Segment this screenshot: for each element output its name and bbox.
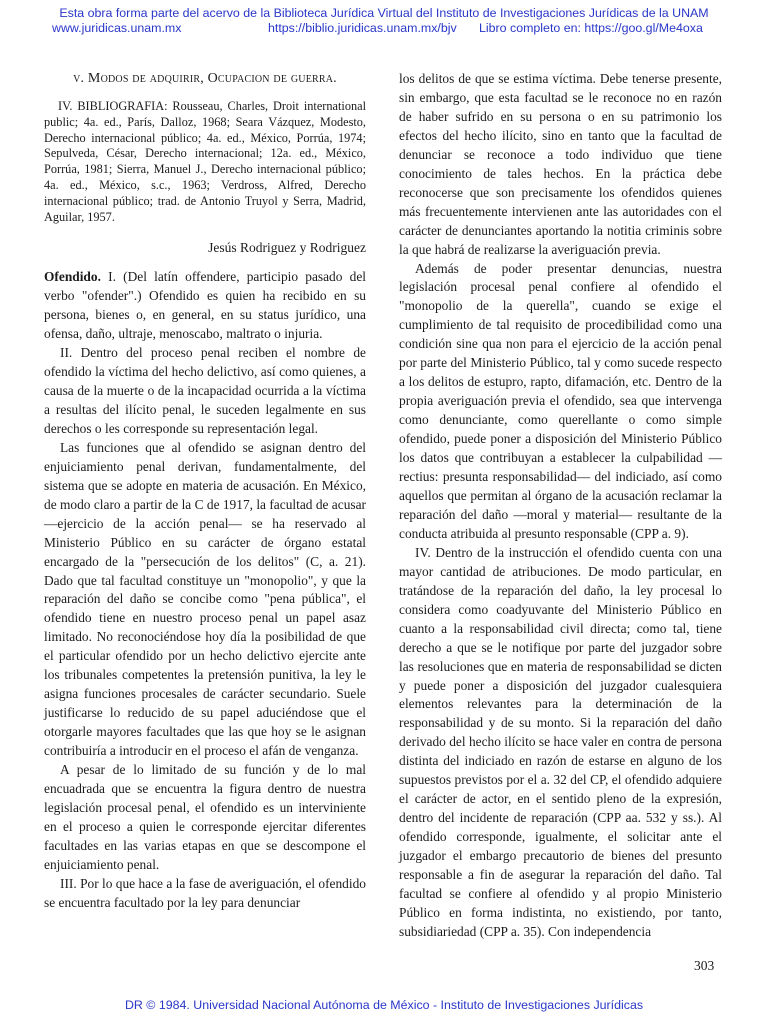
paragraph: II. Dentro del proceso penal reciben el nombre de ofendido la víctima del hecho delictivo, así como quienes, a causa de la muerte o de la incapacidad ocurrida a la víctima a resultas del ilícito penal, le suceden legalmente en sus derechos o les corresponde su representación legal. <box>44 345 366 436</box>
entry-lemma: Ofendido. <box>44 269 101 285</box>
footer-copyright: DR © 1984. Universidad Nacional Autónoma de México - Instituto de Investigaciones Jurídicas <box>124 998 644 1012</box>
paragraph: IV. Dentro de la instrucción el ofendido cuenta con una mayor cantidad de atribuciones. De modo particular, en tratándose de la reparación del daño, la ley procesal lo considera como coadyuvante del Ministerio Público en cuanto a la responsabilidad civil directa; como tal, tiene derecho a que se le notifique por parte del juzgador sobre las resoluciones que en materia de responsabilidad se dicten y puede poner a disposición del juzgador cualesquiera elementos relevantes para la determinación de la responsabilidad y de su monto. Si la reparación del daño derivado del hecho ilícito se hace valer en contra de persona distinta del indiciado en razón de estarse en alguno de los supuestos previstos por el a. 32 del CP, el ofendido adquiere el carácter de actor, en el sentido pleno de la expresión, dentro del incidente de reparación (CPP aa. 532 y ss.). Al ofendido corresponde, igualmente, el solicitar ante el juzgador el embargo precautorio de bienes del presunto responsable a fin de asegurar la reparación del daño. Tal facultad se confiere al ofendido y al propio Ministerio Público en forma indistinta, no existiendo, por tanto, subsidiariedad (CPP a. 35). Con independencia <box>399 544 722 939</box>
bibliography: IV. BIBLIOGRAFIA: Rousseau, Charles, Droit international public; 4a. ed., París, Dalloz, 1968; Seara Vázquez, Modesto, Derecho internacional público; 4a. ed., México, Porrúa, 1974; Sepulveda, César, Derecho internacional; 12a. ed., México, Porrúa, 1981; Sierra, Manuel J., Derecho internacional público; 4a. ed., México, s.c., 1963; Verdross, Alfred, Derecho internacional público; trad. de Antonio Truyol y Serra, Madrid, Aguilar, 1957. <box>44 98 366 224</box>
left-column <box>44 70 366 913</box>
full-book-link[interactable]: Libro completo en: https://goo.gl/Me4oxa <box>479 21 703 35</box>
bjv-link[interactable]: https://biblio.juridicas.unam.mx/bjv <box>268 21 457 35</box>
paragraph: III. Por lo que hace a la fase de averiguación, el ofendido se encuentra facultado por la ley para denunciar <box>44 875 366 910</box>
paragraph: Las funciones que al ofendido se asignan dentro del enjuiciamiento penal derivan, fundamentalmente, del sistema que se adopte en materia de acusación. En México, de modo claro a partir de la C de 1917, la facultad de acusar —ejercicio de la acción penal— se ha reservado al Ministerio Público en su carácter de órgano estatal encargado de la "persecución de los delitos" (C, a. 21). Dado que tal facultad constituye un "monopolio", y que la reparación del daño se concibe como "pena pública", el ofendido tiene en nuestro proceso penal un papel asaz limitado. No reconociéndose hoy día la posibilidad de que el particular ofendido por un hecho delictivo ejercite ante los tribunales competentes la pretensión punitiva, la ley le asigna funciones procesales de carácter secundario. Suele justificarse lo reducido de su papel aduciéndose que el otorgarle mayores facultades que las que hoy se le asignan contribuiría a introducir en el proceso el afán de venganza. <box>44 439 366 759</box>
entry-author: Jesús Rodriguez y Rodriguez <box>208 240 366 256</box>
paragraph-lemma: Ofendido. I. (Del latín offendere, participio pasado del verbo "ofender".) Ofendido es quien ha recibido en su persona, bienes o, en general, en su status jurídico, una ofensa, daño, ultraje, menoscabo, maltrato o injuria. <box>44 269 366 342</box>
section-heading: v. Modos de adquirir, Ocupacion de guerra. <box>73 71 337 86</box>
site-link[interactable]: www.juridicas.unam.mx <box>52 21 182 35</box>
banner-notice: Esta obra forma parte del acervo de la Biblioteca Jurídica Virtual del Instituto de Investigaciones Jurídicas de la UNAM <box>59 6 709 20</box>
paragraph: los delitos de que se estima víctima. Debe tenerse presente, sin embargo, que esta facultad se le reconoce no en razón de haber sufrido en su persona o en su patrimonio los efectos del hecho ilícito, sino en tanto que la facultad de denunciar se reconoce a todo individuo que tiene conocimiento de tales hechos. En la práctica debe reconocerse que son precisamente los ofendidos quienes más frecuentemente intervienen ante las autoridades con el carácter de denunciantes aportando la notitia criminis sobre la que habrá de realizarse la averiguación previa. <box>399 71 722 257</box>
page-number: 303 <box>694 958 715 973</box>
header-banner <box>0 6 768 36</box>
paragraph: A pesar de lo limitado de su función y de lo mal encuadrada que se encuentra la figura dentro de nuestra legislación procesal penal, el ofendido es un interviniente en el proceso a quien le corresponde ejercitar diferentes facultades en las varias etapas en que se descompone el enjuiciamiento penal. <box>44 762 366 872</box>
right-column <box>399 70 722 942</box>
paragraph: Además de poder presentar denuncias, nuestra legislación procesal penal confiere al ofendido el "monopolio de la querella", cuando se exige el cumplimiento de tal requisito de procedibilidad como una condición sine qua non para el ejercicio de la acción penal por parte del Ministerio Público, tal y como sucede respecto a los delitos de estupro, rapto, difamación, etc. Dentro de la propia averiguación previa el ofendido, sea que intervenga como denunciante, como querellante o como simple ofendido, puede poner a disposición del Ministerio Público los datos que contribuyan a establecer la culpabilidad —rectius: presunta responsabilidad— del indiciado, así como aquellos que permitan al órgano de la acusación reclamar la reparación del daño —moral y material— resultante de la conducta atribuida al presunto responsable (CPP a. 9). <box>399 260 722 541</box>
